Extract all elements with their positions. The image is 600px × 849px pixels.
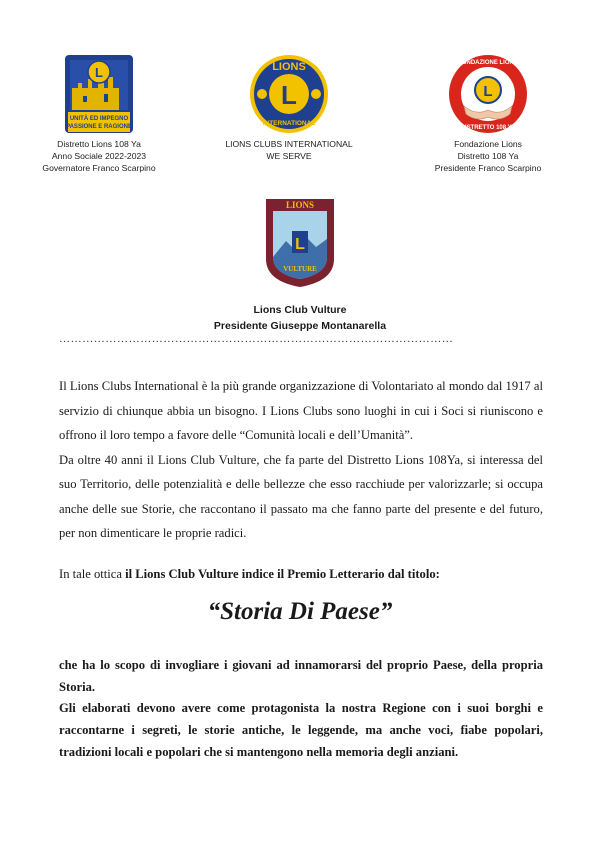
club-heading [0, 302, 600, 334]
lions-caption-line2: WE SERVE [266, 151, 312, 161]
district-logo-block [0, 54, 199, 174]
announcement-line [59, 564, 543, 584]
fondazione-logo-top-text: FONDAZIONE LIONS [458, 60, 518, 66]
district-caption-line2: Anno Sociale 2022-2023 [51, 151, 147, 161]
award-description [59, 655, 543, 764]
shield-top-text: LIONS [285, 200, 315, 210]
intro-paragraph-1: Il Lions Clubs International è la più grande organizzazione di Volontariato al mondo dal 1917 al servizio di chiunque abbia un bisogno. I Lions Clubs sono luoghi in cui i Soci si riuniscono e offrono il loro tempo a favore delle “Comunità locali e dell’Umanità”. [59, 379, 543, 442]
fondazione-caption [388, 138, 588, 174]
lions-club-vulture-shield-icon [264, 197, 336, 289]
lions-caption-line1: LIONS CLUBS INTERNATIONAL [225, 139, 353, 149]
district-caption-line3: Governatore Franco Scarpino [42, 163, 156, 173]
district-caption-line1: Distretto Lions 108 Ya [57, 139, 141, 149]
shield-bottom-text: VULTURE [283, 265, 317, 273]
district-logo-banner-1: UNITÀ ED IMPEGNO [69, 116, 129, 122]
district-logo-icon [64, 54, 134, 134]
announcement-bold: il Lions Club Vulture indice il Premio Letterario dal titolo: [125, 567, 440, 581]
lions-logo-top-text: LIONS [272, 61, 306, 73]
intro-section [59, 374, 543, 546]
club-president: Presidente Giuseppe Montanarella [213, 320, 387, 332]
svg-text:L: L [281, 80, 297, 110]
description-paragraph-2: Gli elaborati devono avere come protagonista la nostra Regione con i suoi borghi e raccontarne i segreti, le storie antiche, le leggende, ma anche voci, fiabe popolari, tradizioni locali e popolari che si mantengono nella memoria degli anziani. [59, 701, 543, 759]
fondazione-lions-logo-icon [448, 54, 528, 134]
lions-international-caption [189, 138, 389, 162]
svg-text:L: L [295, 236, 305, 253]
district-caption [0, 138, 199, 174]
award-title: “Storia Di Paese” [207, 598, 393, 625]
fondazione-logo-bottom-text: DISTRETTO 108 YA [460, 125, 516, 131]
description-paragraph-1: che ha lo scopo di invogliare i giovani ad innamorarsi del proprio Paese, della propria Storia. [59, 658, 543, 694]
fondazione-caption-line3: Presidente Franco Scarpino [434, 163, 542, 173]
district-logo-banner-2: PASSIONE E RAGIONE [66, 124, 132, 130]
intro-paragraph-2: Da oltre 40 anni il Lions Club Vulture, che fa parte del Distretto Lions 108Ya, si interessa del suo Territorio, delle potenzialità e delle bellezze che esso racchiude per valorizzarle; si occupa anche delle sue Storie, che raccontano il passato ma che fanno parte del presente e del futuro, per non dimenticare le proprie radici. [59, 452, 543, 540]
lions-logo-bottom-text: INTERNATIONAL [262, 120, 316, 127]
lions-international-logo-icon [249, 54, 329, 134]
club-name: Lions Club Vulture [253, 304, 347, 316]
svg-text:L: L [483, 83, 493, 100]
announcement-prefix: In tale ottica [59, 567, 126, 581]
svg-text:L: L [95, 65, 103, 80]
fondazione-caption-line1: Fondazione Lions [454, 139, 522, 149]
fondazione-logo-block [388, 54, 588, 174]
fondazione-caption-line2: Distretto 108 Ya [457, 151, 519, 161]
lions-international-logo-block [189, 54, 389, 162]
dotted-separator: ………………………………………………………………………………………… [59, 333, 454, 345]
